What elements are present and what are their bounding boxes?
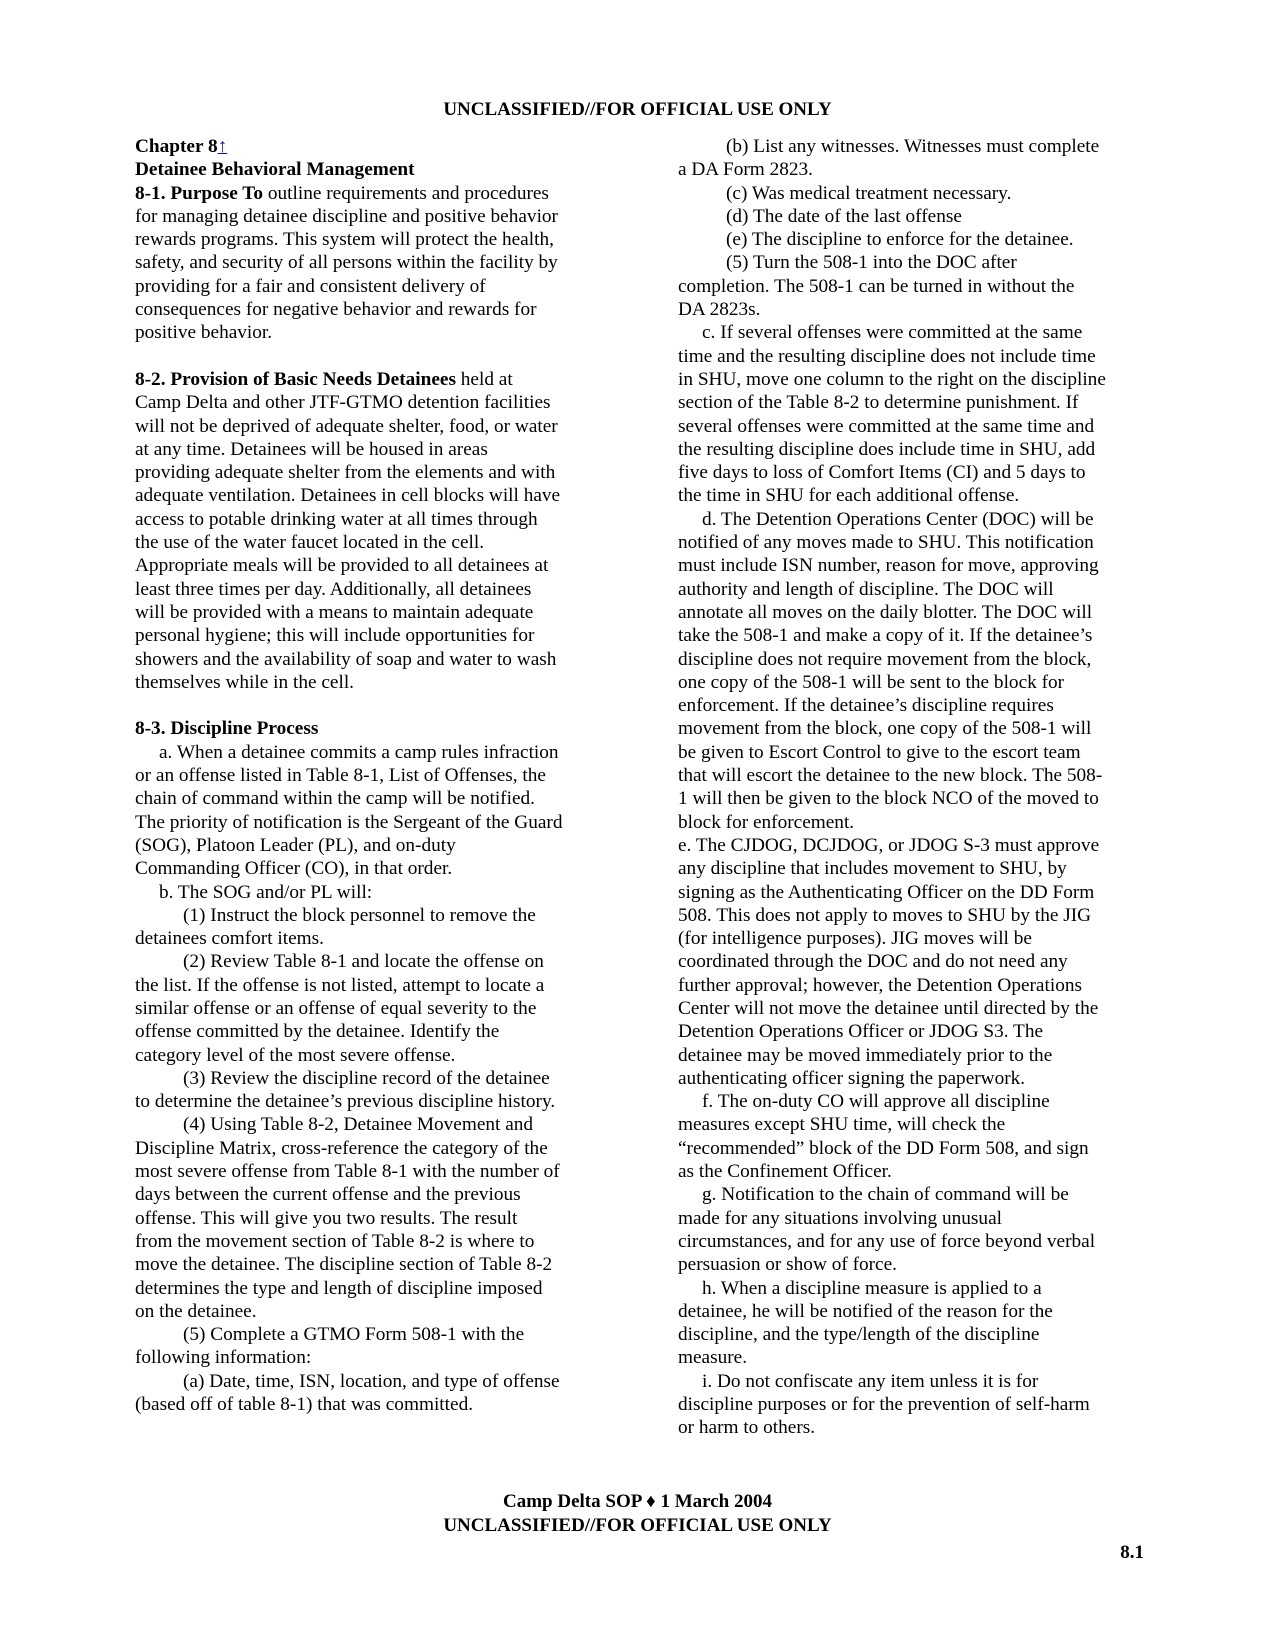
line-text: section of the Table 8-2 to determine punishment. If bbox=[678, 392, 1079, 414]
back-to-top-link[interactable]: ↑ bbox=[217, 136, 228, 157]
line-text: the resulting discipline does include time in SHU, add bbox=[678, 438, 1096, 460]
text-line bbox=[678, 135, 1148, 158]
text-line bbox=[135, 205, 605, 228]
header-classification: UNCLASSIFIED//FOR OFFICIAL USE ONLY bbox=[443, 99, 832, 120]
line-text: or harm to others. bbox=[678, 1417, 816, 1439]
section-heading-line bbox=[135, 182, 605, 205]
line-text: (1) Instruct the block personnel to remove the bbox=[183, 904, 536, 926]
text-line bbox=[135, 1370, 605, 1393]
line-text: outline requirements and procedures bbox=[263, 182, 549, 204]
line-text: be given to Escort Control to give to the escort team bbox=[678, 741, 1081, 763]
text-line bbox=[678, 624, 1148, 647]
text-line bbox=[135, 950, 605, 973]
text-line bbox=[135, 671, 605, 694]
text-line bbox=[135, 764, 605, 787]
line-text: (e) The discipline to enforce for the detainee. bbox=[726, 229, 1074, 251]
text-line bbox=[135, 1113, 605, 1136]
text-line bbox=[135, 1067, 605, 1090]
text-line bbox=[135, 787, 605, 810]
line-text: discipline does not require movement from the block, bbox=[678, 648, 1092, 670]
text-line bbox=[135, 601, 605, 624]
line-text: The priority of notification is the Sergeant of the Guard bbox=[135, 811, 563, 833]
page-number: 8.1 bbox=[1120, 1542, 1144, 1563]
line-text: a. When a detainee commits a camp rules infraction bbox=[159, 741, 559, 763]
text-line bbox=[135, 997, 605, 1020]
line-text: circumstances, and for any use of force beyond verbal bbox=[678, 1230, 1096, 1252]
line-text: in SHU, move one column to the right on the discipline bbox=[678, 368, 1106, 390]
text-line bbox=[678, 1253, 1148, 1276]
footer-title: Camp Delta SOP ♦ 1 March 2004 bbox=[503, 1491, 772, 1512]
line-text: as the Confinement Officer. bbox=[678, 1161, 892, 1183]
text-line bbox=[678, 694, 1148, 717]
text-line bbox=[678, 601, 1148, 624]
line-text: Commanding Officer (CO), in that order. bbox=[135, 858, 453, 880]
line-text: detainees comfort items. bbox=[135, 928, 324, 950]
line-text: discipline, and the type/length of the discipline bbox=[678, 1324, 1040, 1346]
text-line bbox=[135, 1183, 605, 1206]
text-line bbox=[135, 298, 605, 321]
text-line bbox=[678, 554, 1148, 577]
line-text: for managing detainee discipline and positive behavior bbox=[135, 205, 558, 227]
text-line bbox=[135, 648, 605, 671]
section-heading: 8-3. Discipline Process bbox=[135, 718, 319, 740]
text-line bbox=[135, 1393, 605, 1416]
text-line bbox=[678, 1090, 1148, 1113]
section-heading: 8-2. Provision of Basic Needs Detainees bbox=[135, 368, 456, 390]
text-line bbox=[135, 275, 605, 298]
text-line bbox=[135, 1323, 605, 1346]
line-text: access to potable drinking water at all times through bbox=[135, 508, 538, 530]
line-text: DA 2823s. bbox=[678, 299, 761, 321]
text-line bbox=[135, 484, 605, 507]
left-column-body bbox=[135, 182, 605, 1417]
line-text: (2) Review Table 8-1 and locate the offense on bbox=[183, 951, 544, 973]
text-line bbox=[135, 578, 605, 601]
line-text: safety, and security of all persons within the facility by bbox=[135, 252, 558, 274]
line-text: further approval; however, the Detention Operations bbox=[678, 974, 1082, 996]
paragraph-spacer bbox=[135, 345, 605, 368]
footer bbox=[0, 1490, 1275, 1538]
text-line bbox=[135, 834, 605, 857]
text-line bbox=[135, 461, 605, 484]
text-line bbox=[678, 158, 1148, 181]
line-text: rewards programs. This system will protect the health, bbox=[135, 229, 554, 251]
line-text: detainee may be moved immediately prior to the bbox=[678, 1044, 1053, 1066]
line-text: “recommended” block of the DD Form 508, and sign bbox=[678, 1137, 1089, 1159]
line-text: the use of the water faucet located in the cell. bbox=[135, 532, 485, 554]
line-text: showers and the availability of soap and water to wash bbox=[135, 648, 557, 670]
line-text: Camp Delta and other JTF-GTMO detention facilities bbox=[135, 392, 551, 414]
paragraph-spacer bbox=[135, 694, 605, 717]
text-line bbox=[678, 484, 1148, 507]
line-text: themselves while in the cell. bbox=[135, 671, 354, 693]
text-line bbox=[678, 1207, 1148, 1230]
text-line bbox=[678, 857, 1148, 880]
section-heading-line bbox=[135, 368, 605, 391]
text-line bbox=[678, 508, 1148, 531]
left-column bbox=[135, 135, 605, 1416]
text-line bbox=[678, 228, 1148, 251]
line-text: five days to loss of Comfort Items (CI) and 5 days to bbox=[678, 462, 1086, 484]
text-line bbox=[678, 1183, 1148, 1206]
text-line bbox=[678, 950, 1148, 973]
line-text: authenticating officer signing the paperwork. bbox=[678, 1067, 1026, 1089]
line-text: offense committed by the detainee. Identify the bbox=[135, 1021, 500, 1043]
text-line bbox=[135, 228, 605, 251]
line-text: b. The SOG and/or PL will: bbox=[159, 881, 373, 903]
line-text: held at bbox=[455, 368, 513, 390]
line-text: coordinated through the DOC and do not need any bbox=[678, 951, 1068, 973]
text-line bbox=[678, 1370, 1148, 1393]
line-text: (SOG), Platoon Leader (PL), and on-duty bbox=[135, 834, 456, 856]
text-line bbox=[678, 1277, 1148, 1300]
line-text: g. Notification to the chain of command will be bbox=[702, 1184, 1069, 1206]
text-line bbox=[678, 438, 1148, 461]
line-text: from the movement section of Table 8-2 is where to bbox=[135, 1230, 535, 1252]
line-text: persuasion or show of force. bbox=[678, 1254, 897, 1276]
text-line bbox=[135, 974, 605, 997]
text-line bbox=[135, 1346, 605, 1369]
line-text: d. The Detention Operations Center (DOC) will be bbox=[702, 508, 1094, 530]
text-line bbox=[678, 251, 1148, 274]
text-line bbox=[678, 391, 1148, 414]
line-text: (c) Was medical treatment necessary. bbox=[726, 182, 1012, 204]
text-line bbox=[678, 741, 1148, 764]
line-text: signing as the Authenticating Officer on the DD Form bbox=[678, 881, 1095, 903]
text-line bbox=[135, 904, 605, 927]
line-text: (b) List any witnesses. Witnesses must complete bbox=[726, 136, 1100, 157]
line-text: (4) Using Table 8-2, Detainee Movement and bbox=[183, 1114, 534, 1136]
line-text: measure. bbox=[678, 1347, 748, 1369]
line-text: least three times per day. Additionally, all detainees bbox=[135, 578, 532, 600]
line-text: following information: bbox=[135, 1347, 312, 1369]
line-text: 508. This does not apply to moves to SHU by the JIG bbox=[678, 904, 1092, 926]
line-text: at any time. Detainees will be housed in areas bbox=[135, 438, 488, 460]
line-text: a DA Form 2823. bbox=[678, 159, 813, 181]
text-line bbox=[678, 834, 1148, 857]
line-text: enforcement. If the detainee’s discipline requires bbox=[678, 695, 1054, 717]
line-text: Center will not move the detainee until directed by the bbox=[678, 997, 1099, 1019]
text-line bbox=[678, 1067, 1148, 1090]
line-text: (5) Turn the 508-1 into the DOC after bbox=[726, 252, 1017, 274]
text-line bbox=[678, 1044, 1148, 1067]
section-heading-line bbox=[135, 717, 605, 740]
text-line bbox=[678, 345, 1148, 368]
text-line bbox=[678, 1230, 1148, 1253]
text-line bbox=[135, 811, 605, 834]
line-text: days between the current offense and the previous bbox=[135, 1184, 521, 1206]
text-line bbox=[135, 251, 605, 274]
line-text: to determine the detainee’s previous discipline history. bbox=[135, 1091, 556, 1113]
line-text: (based off of table 8-1) that was committed. bbox=[135, 1394, 474, 1416]
line-text: move the detainee. The discipline section of Table 8-2 bbox=[135, 1254, 553, 1276]
text-line bbox=[678, 671, 1148, 694]
line-text: 1 will then be given to the block NCO of the moved to bbox=[678, 788, 1099, 810]
text-line bbox=[678, 787, 1148, 810]
line-text: on the detainee. bbox=[135, 1300, 257, 1322]
line-text: or an offense listed in Table 8-1, List of Offenses, the bbox=[135, 765, 546, 787]
line-text: the time in SHU for each additional offense. bbox=[678, 485, 1020, 507]
text-line bbox=[135, 927, 605, 950]
line-text: measures except SHU time, will check the bbox=[678, 1114, 1006, 1136]
text-line bbox=[678, 904, 1148, 927]
line-text: determines the type and length of discipline imposed bbox=[135, 1277, 543, 1299]
text-line bbox=[678, 717, 1148, 740]
text-line bbox=[678, 461, 1148, 484]
text-line bbox=[678, 205, 1148, 228]
line-text: any discipline that includes movement to SHU, by bbox=[678, 858, 1067, 880]
text-line bbox=[135, 321, 605, 344]
text-line bbox=[678, 974, 1148, 997]
right-column-body bbox=[678, 135, 1148, 1440]
text-line bbox=[135, 1300, 605, 1323]
text-line bbox=[678, 1113, 1148, 1136]
line-text: will not be deprived of adequate shelter, food, or water bbox=[135, 415, 558, 437]
line-text: (5) Complete a GTMO Form 508-1 with the bbox=[183, 1324, 525, 1346]
line-text: the list. If the offense is not listed, attempt to locate a bbox=[135, 974, 545, 996]
line-text: authority and length of discipline. The DOC will bbox=[678, 578, 1054, 600]
line-text: made for any situations involving unusual bbox=[678, 1207, 1002, 1229]
line-text: must include ISN number, reason for move, approving bbox=[678, 555, 1099, 577]
line-text: h. When a discipline measure is applied to a bbox=[702, 1277, 1042, 1299]
text-line bbox=[135, 508, 605, 531]
text-line bbox=[678, 368, 1148, 391]
text-line bbox=[135, 1277, 605, 1300]
line-text: movement from the block, one copy of the 508-1 will bbox=[678, 718, 1092, 740]
section-heading: 8-1. Purpose To bbox=[135, 182, 264, 204]
line-text: e. The CJDOG, DCJDOG, or JDOG S-3 must approve bbox=[678, 834, 1100, 856]
text-line bbox=[135, 1230, 605, 1253]
text-line bbox=[135, 554, 605, 577]
line-text: category level of the most severe offense. bbox=[135, 1044, 456, 1066]
text-line bbox=[135, 438, 605, 461]
line-text: (d) The date of the last offense bbox=[726, 205, 962, 227]
text-line bbox=[678, 182, 1148, 205]
line-text: Detention Operations Officer or JDOG S3. The bbox=[678, 1021, 1044, 1043]
text-line bbox=[135, 857, 605, 880]
line-text: Appropriate meals will be provided to all detainees at bbox=[135, 555, 549, 577]
text-line bbox=[135, 741, 605, 764]
text-line bbox=[135, 1137, 605, 1160]
line-text: several offenses were committed at the same time and bbox=[678, 415, 1095, 437]
chapter-label: Chapter 8 bbox=[135, 136, 218, 157]
right-column bbox=[678, 135, 1148, 1440]
text-line bbox=[678, 298, 1148, 321]
line-text: similar offense or an offense of equal severity to the bbox=[135, 997, 537, 1019]
line-text: providing adequate shelter from the elements and with bbox=[135, 462, 556, 484]
line-text: consequences for negative behavior and rewards for bbox=[135, 299, 537, 321]
line-text: one copy of the 508-1 will be sent to the block for bbox=[678, 671, 1065, 693]
text-line bbox=[135, 1207, 605, 1230]
line-text: f. The on-duty CO will approve all discipline bbox=[702, 1091, 1050, 1113]
text-line bbox=[135, 531, 605, 554]
line-text: c. If several offenses were committed at the same bbox=[702, 322, 1083, 344]
text-line bbox=[135, 881, 605, 904]
text-line bbox=[678, 1416, 1148, 1439]
text-line bbox=[678, 1300, 1148, 1323]
text-line bbox=[135, 1160, 605, 1183]
line-text: block for enforcement. bbox=[678, 811, 855, 833]
text-line bbox=[678, 531, 1148, 554]
text-line bbox=[678, 578, 1148, 601]
line-text: detainee, he will be notified of the reason for the bbox=[678, 1300, 1053, 1322]
text-line bbox=[678, 1346, 1148, 1369]
text-line bbox=[678, 415, 1148, 438]
footer-classification: UNCLASSIFIED//FOR OFFICIAL USE ONLY bbox=[443, 1515, 832, 1536]
chapter-title: Detainee Behavioral Management bbox=[135, 159, 415, 181]
text-line bbox=[678, 881, 1148, 904]
line-text: positive behavior. bbox=[135, 322, 273, 344]
text-line bbox=[135, 391, 605, 414]
text-line bbox=[678, 1323, 1148, 1346]
text-line bbox=[678, 811, 1148, 834]
line-text: notified of any moves made to SHU. This notification bbox=[678, 532, 1094, 554]
line-text: providing for a fair and consistent delivery of bbox=[135, 275, 486, 297]
text-line bbox=[678, 927, 1148, 950]
line-text: (a) Date, time, ISN, location, and type of offense bbox=[183, 1370, 560, 1392]
line-text: discipline purposes or for the prevention of self-harm bbox=[678, 1394, 1090, 1416]
line-text: that will escort the detainee to the new block. The 508- bbox=[678, 765, 1103, 787]
chapter-heading bbox=[135, 135, 605, 158]
text-line bbox=[135, 1044, 605, 1067]
line-text: time and the resulting discipline does not include time bbox=[678, 345, 1096, 367]
line-text: (3) Review the discipline record of the detainee bbox=[183, 1067, 550, 1089]
text-line bbox=[678, 648, 1148, 671]
text-line bbox=[678, 764, 1148, 787]
line-text: personal hygiene; this will include opportunities for bbox=[135, 625, 535, 647]
line-text: Discipline Matrix, cross-reference the category of the bbox=[135, 1137, 548, 1159]
text-line bbox=[678, 1393, 1148, 1416]
text-line bbox=[678, 1160, 1148, 1183]
text-line bbox=[135, 1020, 605, 1043]
text-line bbox=[678, 1020, 1148, 1043]
text-line bbox=[678, 1137, 1148, 1160]
line-text: (for intelligence purposes). JIG moves will be bbox=[678, 928, 1032, 950]
text-line bbox=[678, 275, 1148, 298]
text-line bbox=[678, 321, 1148, 344]
line-text: chain of command within the camp will be notified. bbox=[135, 788, 535, 810]
line-text: offense. This will give you two results. The result bbox=[135, 1207, 518, 1229]
line-text: i. Do not confiscate any item unless it is for bbox=[702, 1370, 1039, 1392]
text-line bbox=[135, 1090, 605, 1113]
line-text: take the 508-1 and make a copy of it. If the detainee’s bbox=[678, 625, 1093, 647]
text-line bbox=[135, 624, 605, 647]
text-line bbox=[678, 997, 1148, 1020]
text-line bbox=[135, 1253, 605, 1276]
line-text: adequate ventilation. Detainees in cell blocks will have bbox=[135, 485, 561, 507]
line-text: most severe offense from Table 8-1 with the number of bbox=[135, 1161, 560, 1183]
line-text: will be provided with a means to maintain adequate bbox=[135, 601, 534, 623]
text-line bbox=[135, 415, 605, 438]
line-text: completion. The 508-1 can be turned in without the bbox=[678, 275, 1075, 297]
line-text: annotate all moves on the daily blotter. The DOC will bbox=[678, 601, 1093, 623]
